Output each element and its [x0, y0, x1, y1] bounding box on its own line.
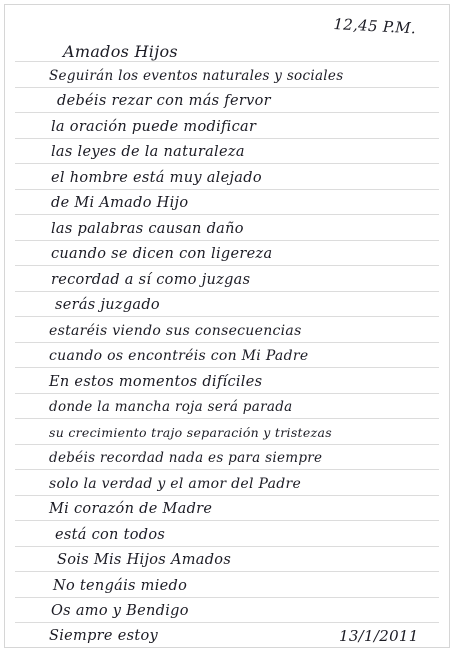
letter-line: está con todos — [55, 527, 166, 543]
ruled-line — [15, 367, 439, 368]
letter-line: el hombre está muy alejado — [51, 170, 262, 186]
ruled-line — [15, 265, 439, 266]
ruled-line — [15, 112, 439, 113]
letter-line: Seguirán los eventos naturales y sociales — [49, 68, 344, 84]
ruled-line — [15, 138, 439, 139]
letter-line: de Mi Amado Hijo — [51, 195, 189, 211]
ruled-line — [15, 214, 439, 215]
letter-line: solo la verdad y el amor del Padre — [49, 476, 302, 492]
letter-line: Mi corazón de Madre — [49, 501, 213, 517]
ruled-line — [15, 393, 439, 394]
letter-line: la oración puede modificar — [51, 119, 257, 135]
letter-line: cuando se dicen con ligereza — [51, 246, 273, 262]
ruled-line — [15, 291, 439, 292]
letter-line: donde la mancha roja será parada — [49, 399, 293, 415]
ruled-line — [15, 571, 439, 572]
ruled-line — [15, 342, 439, 343]
ruled-line — [15, 495, 439, 496]
letter-line: cuando os encontréis con Mi Padre — [49, 348, 309, 364]
letter-line: Siempre estoy — [49, 628, 158, 644]
ruled-line — [15, 240, 439, 241]
letter-line: serás juzgado — [55, 297, 160, 313]
letter-page — [4, 4, 450, 648]
letter-line: recordad a sí como juzgas — [51, 272, 251, 288]
letter-line: su crecimiento trajo separación y tristezas — [49, 425, 332, 440]
ruled-line — [15, 189, 439, 190]
letter-line: En estos momentos difíciles — [49, 374, 263, 390]
ruled-line — [15, 316, 439, 317]
ruled-line — [15, 546, 439, 547]
ruled-line — [15, 61, 439, 62]
letter-date: 13/1/2011 — [339, 627, 419, 645]
letter-line: No tengáis miedo — [53, 578, 188, 594]
letter-line: las palabras causan daño — [51, 221, 244, 237]
letter-line: debéis recordad nada es para siempre — [49, 450, 323, 466]
ruled-line — [15, 418, 439, 419]
ruled-line — [15, 87, 439, 88]
ruled-line — [15, 520, 439, 521]
letter-line: las leyes de la naturaleza — [51, 144, 245, 160]
letter-line: Os amo y Bendigo — [51, 603, 189, 619]
letter-line: Sois Mis Hijos Amados — [57, 552, 232, 568]
ruled-line — [15, 444, 439, 445]
letter-line: debéis rezar con más fervor — [57, 93, 271, 109]
ruled-line — [15, 163, 439, 164]
letter-line: Amados Hijos — [63, 42, 178, 61]
ruled-line — [15, 469, 439, 470]
letter-time: 12,45 P.M. — [333, 15, 417, 38]
ruled-line — [15, 622, 439, 623]
ruled-line — [15, 597, 439, 598]
letter-line: estaréis viendo sus consecuencias — [49, 323, 302, 339]
